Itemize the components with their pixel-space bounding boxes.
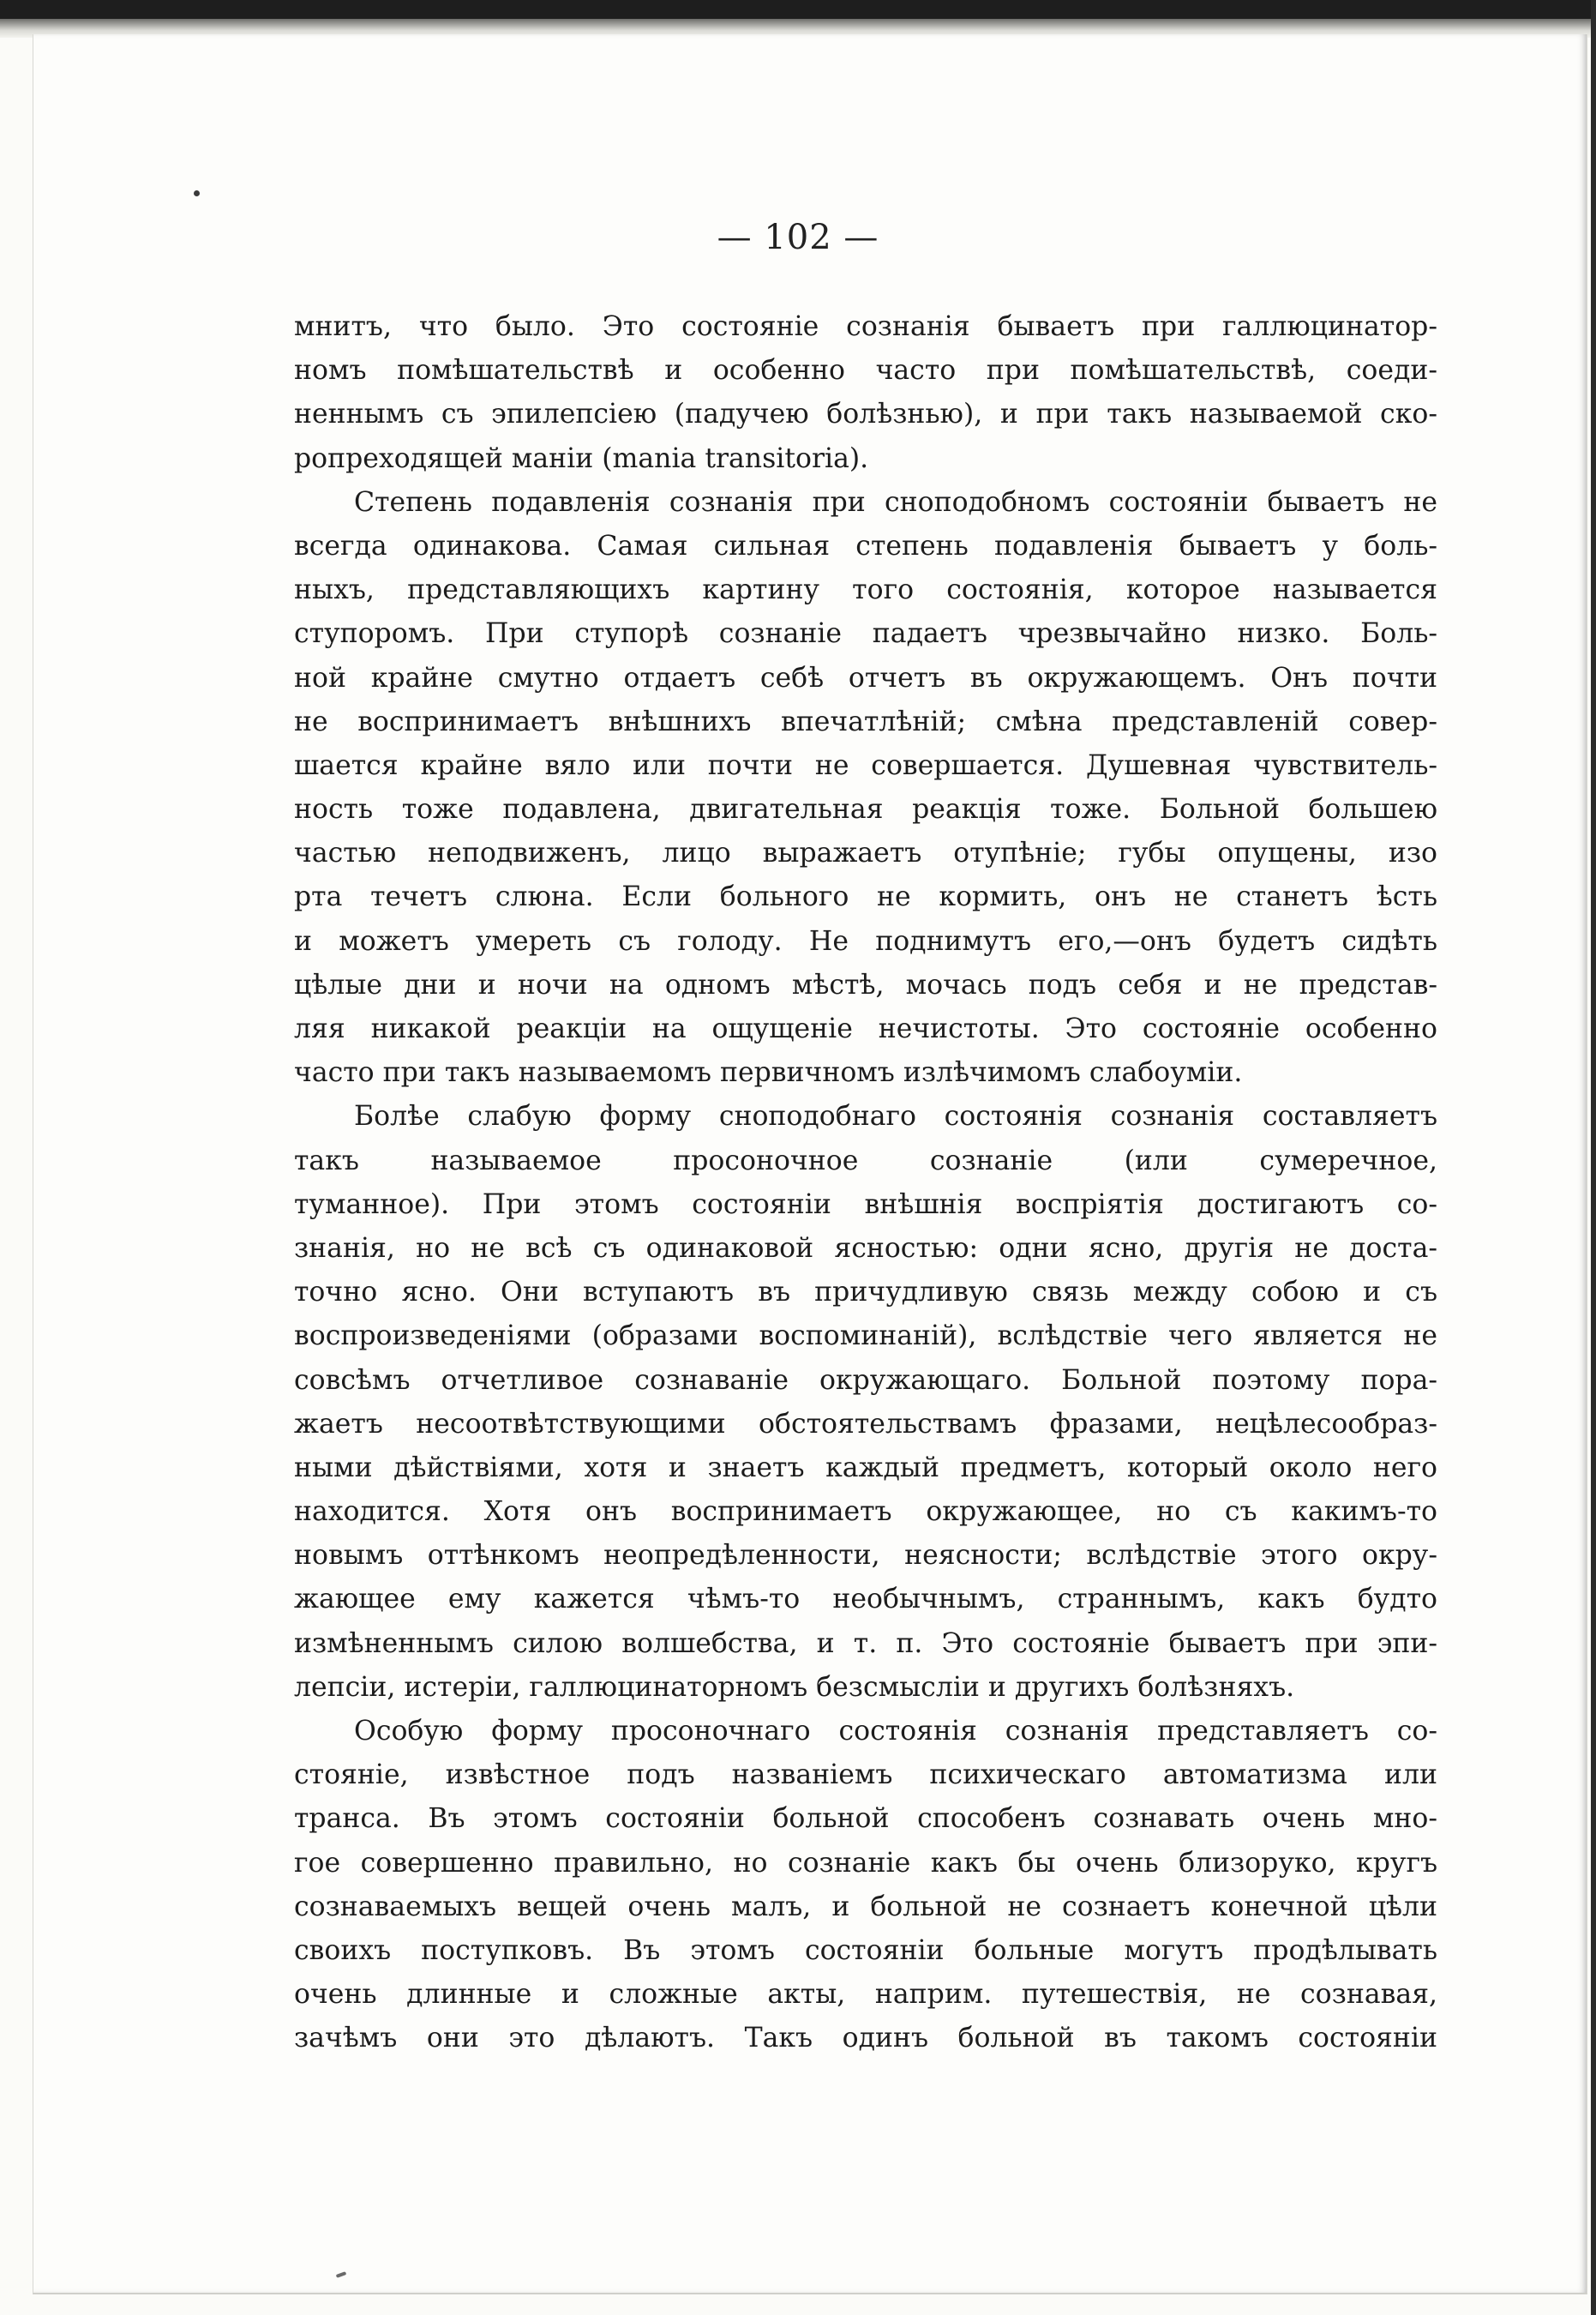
text-line: лепсіи, истеріи, галлюцинаторномъ безсмысліи и другихъ болѣзняхъ. [294, 1671, 1295, 1703]
text-line: ными дѣйствіями, хотя и знаетъ каждый предметъ, который около него [294, 1452, 1437, 1483]
text-line: совсѣмъ отчетливое сознаваніе окружающаго. Больной поэтому пора- [294, 1364, 1437, 1396]
text-line: жающее ему кажется чѣмъ-то необычнымъ, страннымъ, какъ будто [294, 1584, 1437, 1615]
text-line: и можетъ умереть съ голоду. Не поднимутъ его,—онъ будетъ сидѣть [294, 925, 1437, 957]
text-line: рта течетъ слюна. Если больного не кормить, онъ не станетъ ѣсть [294, 881, 1437, 913]
text-line: всегда одинакова. Самая сильная степень подавленія бываетъ у боль- [294, 530, 1437, 562]
text-line: цѣлые дни и ночи на одномъ мѣстѣ, мочась подъ себя и не представ- [294, 969, 1437, 1001]
text-line: мнитъ, что было. Это состояніе сознанія бываетъ при галлюцинатор- [294, 311, 1437, 342]
page-number: — 102 — [717, 218, 879, 257]
text-line: Особую форму просоночнаго состоянія сознанія представляетъ со- [354, 1716, 1437, 1747]
text-line: зачѣмъ они это дѣлаютъ. Такъ одинъ больной въ такомъ состояніи [294, 2023, 1437, 2054]
text-line: находится. Хотя онъ воспринимаетъ окружающее, но съ какимъ-то [294, 1496, 1437, 1528]
text-line: транса. Въ этомъ состояніи больной способенъ сознавать очень мно- [294, 1803, 1437, 1835]
text-line: ступоромъ. При ступорѣ сознаніе падаетъ чрезвычайно низко. Боль- [294, 618, 1437, 650]
text-line: ропреходящей маніи (mania transitoria). [294, 442, 869, 474]
text-line: неннымъ съ эпилепсіею (падучею болѣзнью), и при такъ называемой ско- [294, 399, 1437, 430]
text-line: частью неподвиженъ, лицо выражаетъ отупѣніе; губы опущены, изо [294, 838, 1437, 869]
scan-top-edge [0, 0, 1596, 19]
text-line: ныхъ, представляющихъ картину того состоянія, которое называется [294, 574, 1437, 606]
text-line: своихъ поступковъ. Въ этомъ состояніи больные могутъ продѣлывать [294, 1934, 1437, 1966]
text-line: ляя никакой реакціи на ощущеніе нечистоты. Это состояніе особенно [294, 1013, 1437, 1044]
text-line: такъ называемое просоночное сознаніе (или сумеречное, [294, 1145, 1437, 1176]
text-line: измѣненнымъ силою волшебства, и т. п. Это состояніе бываетъ при эпи- [294, 1627, 1437, 1659]
text-line: номъ помѣшательствѣ и особенно часто при помѣшательствѣ, соеди- [294, 355, 1437, 387]
ink-speck [194, 190, 200, 196]
text-line: знанія, но не всѣ съ одинаковой ясностью: одни ясно, другія не доста- [294, 1232, 1437, 1264]
text-line: ной крайне смутно отдаетъ себѣ отчетъ въ окружающемъ. Онъ почти [294, 662, 1437, 694]
text-line: воспроизведеніями (образами воспоминаній), вслѣдствіе чего является не [294, 1320, 1437, 1352]
text-line: туманное). При этомъ состояніи внѣшнія воспріятія достигаютъ со- [294, 1188, 1437, 1220]
text-line: шается крайне вяло или почти не совершается. Душевная чувствитель- [294, 749, 1437, 781]
text-line: точно ясно. Они вступаютъ въ причудливую связь между собою и съ [294, 1277, 1437, 1308]
scan-right-edge [1591, 0, 1596, 2315]
text-line: ность тоже подавлена, двигательная реакція тоже. Больной большею [294, 794, 1437, 826]
text-line: новымъ оттѣнкомъ неопредѣленности, неясности; вслѣдствіе этого окру- [294, 1540, 1437, 1572]
text-line: стояніе, извѣстное подъ названіемъ психическаго автоматизма или [294, 1759, 1437, 1791]
text-line: очень длинные и сложные акты, наприм. путешествія, не сознавая, [294, 1979, 1437, 2011]
text-line: жаетъ несоотвѣтствующими обстоятельствамъ фразами, нецѣлесообраз- [294, 1408, 1437, 1440]
text-line: сознаваемыхъ вещей очень малъ, и больной не сознаетъ конечной цѣли [294, 1891, 1437, 1922]
text-line: Болѣе слабую форму сноподобнаго состоянія сознанія составляетъ [354, 1101, 1437, 1133]
text-line: Степень подавленія сознанія при сноподобномъ состояніи бываетъ не [354, 486, 1437, 518]
body-text [294, 305, 1437, 2061]
text-line: не воспринимаетъ внѣшнихъ впечатлѣній; смѣна представленій совер- [294, 706, 1437, 737]
text-line: гое совершенно правильно, но сознаніе какъ бы очень близоруко, кругъ [294, 1847, 1437, 1879]
text-line: часто при такъ называемомъ первичномъ излѣчимомъ слабоуміи. [294, 1057, 1243, 1089]
